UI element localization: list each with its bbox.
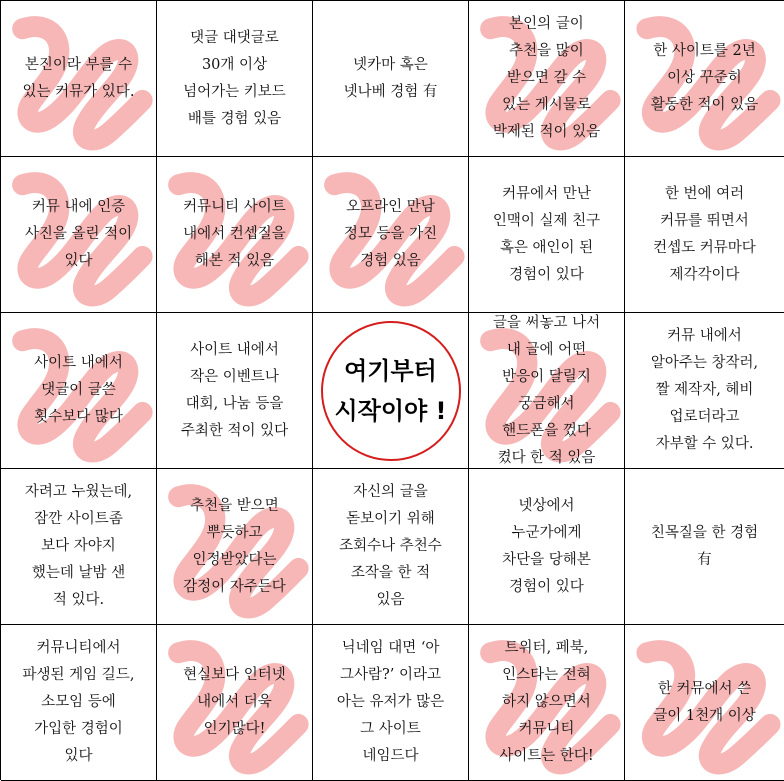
bingo-cell-text: 트위터, 페북, 인스타는 전혀 하지 않으면서 커뮤니티 사이트는 한다! — [499, 640, 594, 764]
bingo-cell[interactable] — [157, 313, 313, 469]
bingo-cell-text: 현실보다 인터넷 내에서 더욱 인기많다! — [183, 667, 286, 737]
bingo-cell[interactable] — [313, 469, 469, 625]
bingo-cell[interactable] — [1, 469, 157, 625]
bingo-cell-text: 추천을 받으면 뿌듯하고 인정받았다는 감정이 자주든다 — [183, 497, 286, 595]
bingo-cell[interactable] — [625, 625, 784, 781]
bingo-cell[interactable] — [625, 157, 784, 313]
bingo-cell-text: 넷상에서 누군가에게 차단을 당해본 경험이 있다 — [502, 497, 591, 595]
bingo-cell[interactable] — [313, 1, 469, 157]
bingo-cell[interactable] — [157, 625, 313, 781]
bingo-cell-text: 커뮤 내에 인증 사진을 올린 적이 있다 — [24, 199, 133, 269]
bingo-cell[interactable] — [1, 1, 157, 157]
bingo-cell[interactable] — [313, 625, 469, 781]
bingo-cell-text: 사이트 내에서 작은 이벤트나 대회, 나눔 등을 주최한 적이 있다 — [180, 341, 289, 439]
bingo-cell-text: 본인의 글이 추천을 많이 받으면 갈 수 있는 게시물로 박제된 적이 있음 — [492, 16, 601, 140]
start-label: 여기부터 시작이야 ! — [334, 356, 447, 425]
bingo-cell-text: 한 사이트를 2년 이상 꾸준히 활동한 적이 있음 — [650, 43, 759, 113]
bingo-cell-text: 커뮤에서 만난 인맥이 실제 친구 혹은 애인이 된 경험이 있다 — [492, 185, 601, 283]
bingo-cell-text: 글을 써놓고 나서 내 글에 어떤 반응이 달릴지 궁금해서 핸드폰을 껐다 켰다 한 적 있음 — [492, 314, 601, 466]
bingo-cell-text: 한 번에 여러 커뮤를 뛰면서 컨셉도 커뮤마다 제각각이다 — [653, 185, 756, 283]
bingo-cell[interactable] — [625, 1, 784, 157]
bingo-cell-text: 넷카마 혹은 넷나베 경험 有 — [343, 56, 438, 100]
bingo-cell-center[interactable] — [313, 313, 469, 469]
bingo-cell[interactable] — [313, 157, 469, 313]
bingo-cell-text: 커뮤니티 사이트 내에서 컨셉질을 해본 적 있음 — [183, 199, 286, 269]
bingo-cell-text: 커뮤니티에서 파생된 게임 길드, 소모임 등에 가입한 경험이 있다 — [22, 640, 135, 764]
bingo-cell-text: 자신의 글을 돋보이기 위해 조회수나 추천수 조작을 한 적 있음 — [339, 484, 442, 608]
bingo-cell[interactable] — [157, 1, 313, 157]
start-marker — [321, 321, 461, 461]
bingo-cell[interactable] — [625, 469, 784, 625]
bingo-cell-text: 친목질을 한 경험 有 — [650, 524, 759, 568]
bingo-cell[interactable] — [469, 469, 625, 625]
bingo-cell[interactable] — [469, 1, 625, 157]
bingo-cell-text: 커뮤 내에서 알아주는 창작러, 짤 제작자, 헤비 업로더라고 자부할 수 있다. — [650, 328, 759, 452]
bingo-cell-text: 한 커뮤에서 쓴 글이 1천개 이상 — [653, 680, 756, 724]
bingo-cell[interactable] — [157, 157, 313, 313]
bingo-cell[interactable] — [625, 313, 784, 469]
bingo-cell-text: 자려고 누웠는데, 잠깐 사이트좀 보다 자야지 했는데 날밤 샌 적 있다. — [24, 484, 133, 608]
bingo-cell[interactable] — [469, 157, 625, 313]
bingo-cell-text: 닉네임 대면 ‘아 그사람?’ 이라고 아는 유저가 많은 그 사이트 네임드다 — [336, 640, 445, 764]
bingo-cell-text: 오프라인 만남 정모 등을 가진 경험 있음 — [343, 199, 438, 269]
bingo-cell[interactable] — [1, 313, 157, 469]
bingo-cell[interactable] — [157, 469, 313, 625]
bingo-cell-text: 사이트 내에서 댓글이 글쓴 횟수보다 많다 — [34, 355, 123, 425]
bingo-cell-text: 댓글 대댓글로 30개 이상 넘어가는 키보드 배틀 경험 있음 — [183, 29, 286, 127]
bingo-cell[interactable] — [469, 625, 625, 781]
bingo-cell[interactable] — [469, 313, 625, 469]
bingo-cell[interactable] — [1, 157, 157, 313]
bingo-cell[interactable] — [1, 625, 157, 781]
bingo-cell-text: 본진이라 부를 수 있는 커뮤가 있다. — [22, 56, 135, 100]
